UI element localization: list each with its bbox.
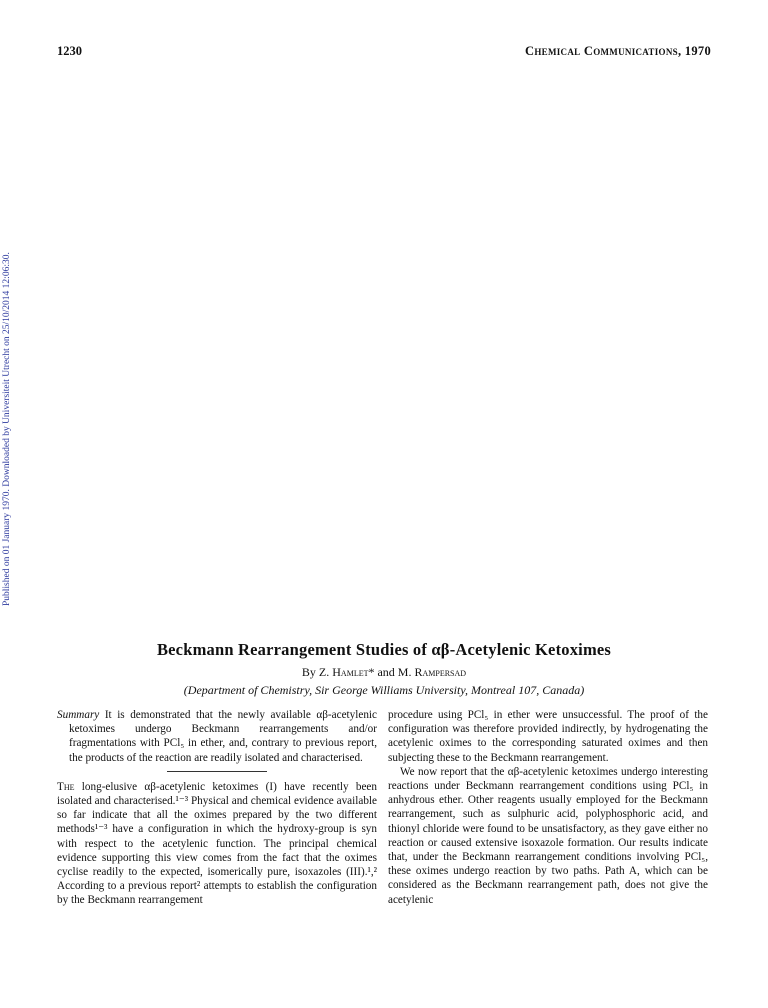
byline bbox=[0, 665, 768, 680]
author-hamlet: Hamlet bbox=[332, 665, 369, 679]
body-paragraph-2: We now report that the αβ-acetylenic ketoximes undergo interesting reactions under Beckmann rearrangement conditions using PCl₅ in anhydrous ether. Other reagents usually employed for the Beckmann rearrangement, such as sulphuric acid, polyphosphoric acid, and thionyl chloride were found to be unsatisfactory, as they gave either no reaction or caused extensive isoxazole formation. Our results indicate that, under the Beckmann rearrangement conditions involving PCl₅, these oximes undergo reaction by two paths. Path A, which can be considered as the Beckmann rearrangement path, does not give the acetylenic bbox=[388, 765, 708, 906]
summary-label: Summary bbox=[57, 709, 100, 721]
corresponding-mark: * bbox=[368, 665, 375, 679]
summary-text: It is demonstrated that the newly available αβ-acetylenic ketoximes undergo Beckmann rearrangements and/or fragmentations with PCl₅ in ether, and, contrary to previous report, the products of the reaction are readily isolated and characterised. bbox=[69, 709, 377, 764]
page-number: 1230 bbox=[57, 44, 82, 58]
body-paragraph-1 bbox=[57, 780, 377, 908]
article-title: Beckmann Rearrangement Studies of αβ-Acetylenic Ketoximes bbox=[156, 640, 612, 659]
left-column bbox=[57, 708, 377, 908]
right-column bbox=[388, 708, 708, 907]
paragraph-1-text: long-elusive αβ-acetylenic ketoximes (I) have recently been isolated and characterised.¹⁻³ Physical and chemical evidence available so far indicate that all the oximes prepared by the two different methods¹⁻³ have a configuration in which the hydroxy-group is syn with respect to the acetylenic function. The principal chemical evidence supporting this view comes from the fact that the oximes cyclise readily to the expected, isomerically pure, isoxazoles (III).¹,² According to a previous report² attempts to establish the configuration by the Beckmann rearrangement bbox=[57, 780, 377, 907]
download-stamp: Published on 01 January 1970. Downloaded by Universiteit Utrecht on 25/10/2014 12:06:30. bbox=[2, 252, 12, 606]
byline-prefix: By Z. bbox=[301, 665, 333, 679]
journal-header: Chemical Communications, 1970 bbox=[525, 44, 711, 58]
divider-rule bbox=[167, 771, 267, 772]
summary-paragraph bbox=[57, 708, 377, 765]
byline-and: and M. bbox=[374, 665, 415, 679]
affiliation: (Department of Chemistry, Sir George Williams University, Montreal 107, Canada) bbox=[183, 683, 585, 697]
author-rampersad: Rampersad bbox=[414, 665, 467, 679]
lead-in-word: The bbox=[57, 780, 75, 793]
paragraph-1-continued: procedure using PCl₅ in ether were unsuccessful. The proof of the configuration was therefore provided indirectly, by hydrogenating the acetylenic oximes to the corresponding saturated oximes and then subjecting these to the Beckmann rearrangement. bbox=[388, 709, 708, 764]
